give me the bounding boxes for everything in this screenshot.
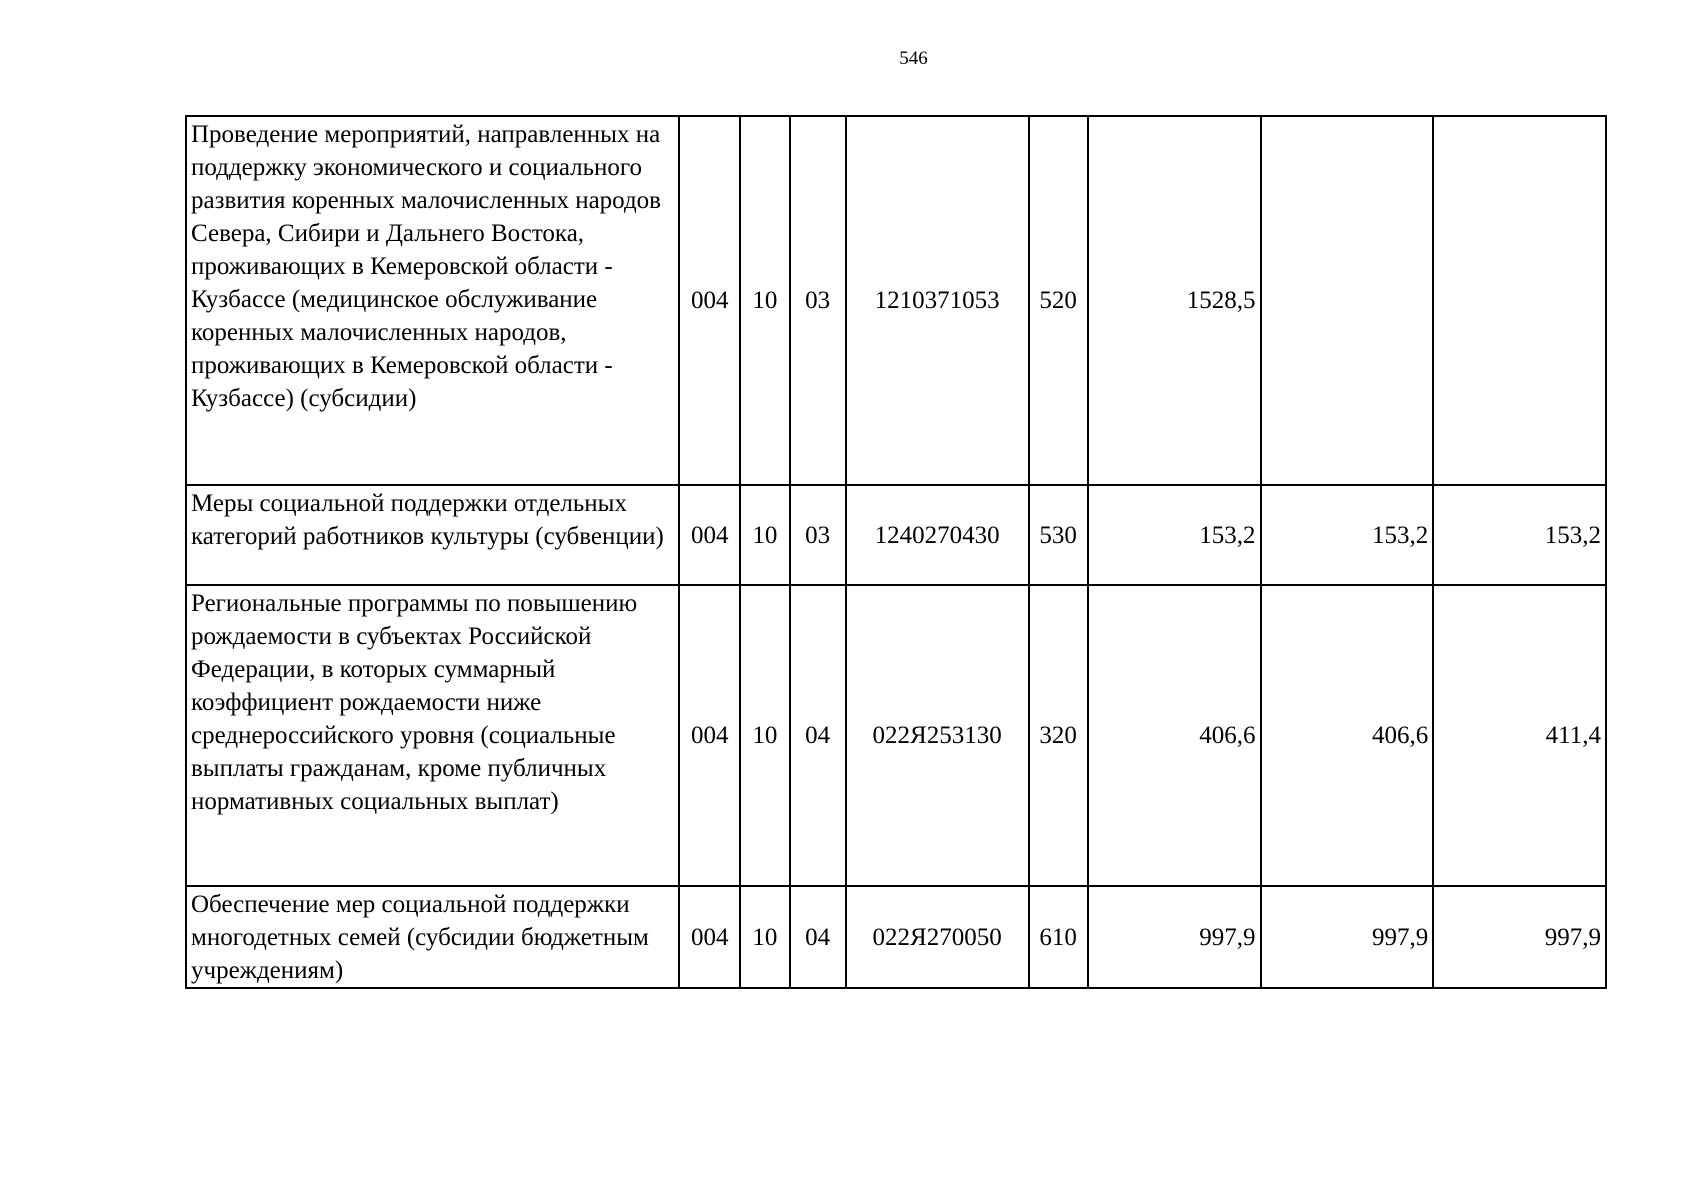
row-description: Региональные программы по повышению рождаемости в субъектах Российской Федерации, в которых суммарный коэффициент рождаемости ниже среднероссийского уровня (социальные выплаты гражданам, кроме публичных нормативных социальных выплат) xyxy=(186,585,679,886)
target-article-code: 022Я270050 xyxy=(846,886,1029,988)
expense-type-code: 530 xyxy=(1029,485,1088,585)
target-article-code: 1240270430 xyxy=(846,485,1029,585)
section-code: 10 xyxy=(740,585,789,886)
amount-year-3: 997,9 xyxy=(1433,886,1606,988)
target-article-code: 1210371053 xyxy=(846,116,1029,485)
amount-year-2: 406,6 xyxy=(1261,585,1434,886)
amount-year-3: 153,2 xyxy=(1433,485,1606,585)
section-code: 10 xyxy=(740,485,789,585)
table-row xyxy=(186,116,1606,485)
amount-year-1: 153,2 xyxy=(1088,485,1261,585)
amount-year-1: 1528,5 xyxy=(1088,116,1261,485)
amount-year-3: 411,4 xyxy=(1433,585,1606,886)
table-row xyxy=(186,485,1606,585)
row-description: Проведение мероприятий, направленных на поддержку экономического и социального развития коренных малочисленных народов Севера, Сибири и Дальнего Востока, проживающих в Кемеровской области - Кузбассе (медицинское обслуживание коренных малочисленных народов, проживающих в Кемеровской области - Кузбассе) (субсидии) xyxy=(186,116,679,485)
expense-type-code: 320 xyxy=(1029,585,1088,886)
row-description: Меры социальной поддержки отдельных категорий работников культуры (субвенции) xyxy=(186,485,679,585)
expense-type-code: 520 xyxy=(1029,116,1088,485)
section-code: 10 xyxy=(740,886,789,988)
subsection-code: 03 xyxy=(790,116,846,485)
ministry-code: 004 xyxy=(679,116,740,485)
amount-year-3 xyxy=(1433,116,1606,485)
page-number: 546 xyxy=(899,48,928,69)
amount-year-2: 153,2 xyxy=(1261,485,1434,585)
table-row xyxy=(186,585,1606,886)
amount-year-2: 997,9 xyxy=(1261,886,1434,988)
ministry-code: 004 xyxy=(679,485,740,585)
subsection-code: 04 xyxy=(790,886,846,988)
target-article-code: 022Я253130 xyxy=(846,585,1029,886)
row-description: Обеспечение мер социальной поддержки многодетных семей (субсидии бюджетным учреждениям) xyxy=(186,886,679,988)
section-code: 10 xyxy=(740,116,789,485)
expense-type-code: 610 xyxy=(1029,886,1088,988)
amount-year-1: 406,6 xyxy=(1088,585,1261,886)
table-row xyxy=(186,886,1606,988)
subsection-code: 04 xyxy=(790,585,846,886)
subsection-code: 03 xyxy=(790,485,846,585)
budget-table xyxy=(185,115,1607,989)
ministry-code: 004 xyxy=(679,585,740,886)
amount-year-1: 997,9 xyxy=(1088,886,1261,988)
ministry-code: 004 xyxy=(679,886,740,988)
amount-year-2 xyxy=(1261,116,1434,485)
